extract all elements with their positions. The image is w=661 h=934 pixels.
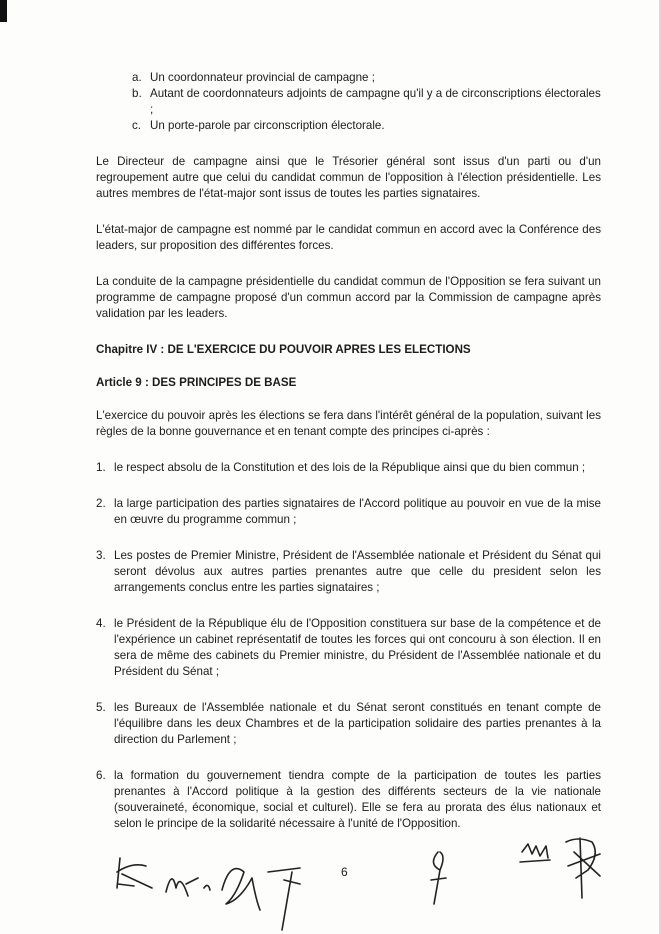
scan-mark [0, 0, 7, 22]
list-item-text: Les postes de Premier Ministre, Président de l'Assemblée nationale et Président du Sénat qui seront dévolus aux autres parties prenantes autre que celle du president selon les arrangements conclus entre les parties signataires ; [114, 549, 601, 594]
initials-mark [222, 869, 260, 910]
list-item: 2. la large participation des parties signataires de l'Accord politique au pouvoir en vue de la mise en œuvre du programme commun ; [96, 497, 601, 526]
list-item-text: les Bureaux de l'Assemblée nationale et du Sénat seront constitués en tenant compte de l'équilibre dans les deux Chambres et de la participation solidaire des parties prenantes à la direction du Parlement ; [114, 701, 601, 746]
list-item: 5. les Bureaux de l'Assemblée nationale et du Sénat seront constitués en tenant compte de l'équilibre dans les deux Chambres et de la participation solidaire des parties prenantes à la direction du Parlement ; [96, 701, 601, 746]
list-item-text: la formation du gouvernement tiendra compte de la participation de toutes les parties prenantes à l'Accord politique à la gestion des différents secteurs de la vie nationale (souveraineté, économique, social et culturel). Elle se fera au prorata des élus nationaux et selon le principe de la solidarité nécessaire à l'unité de l'Opposition. [114, 769, 601, 830]
page-number: 6 [341, 865, 348, 879]
list-item-text: Un coordonnateur provincial de campagne ; [150, 71, 375, 84]
list-item-text: la large participation des parties signataires de l'Accord politique au pouvoir en vue de la mise en œuvre du programme commun ; [114, 497, 601, 526]
paragraph: L'état-major de campagne est nommé par le candidat commun en accord avec la Conférence des leaders, sur proposition des différentes forces. [96, 223, 601, 252]
initials-mark [117, 858, 152, 888]
list-item-text: Autant de coordonnateurs adjoints de campagne qu'il y a de circonscriptions électorales ; [150, 87, 601, 116]
paragraph: La conduite de la campagne présidentielle du candidat commun de l'Opposition se fera suivant un programme de campagne proposé d'un commun accord par la Commission de campagne après validation par les leaders. [96, 275, 601, 320]
chapter-heading: Chapitre IV : DE L'EXERCICE DU POUVOIR APRES LES ELECTIONS [96, 343, 471, 356]
list-item-text: le respect absolu de la Constitution et des lois de la République ainsi que du bien commun ; [114, 461, 586, 474]
list-item: 1. le respect absolu de la Constitution et des lois de la République ainsi que du bien commun ; [96, 461, 586, 474]
list-item: c. Un porte-parole par circonscription électorale. [132, 119, 385, 132]
list-item: 6. la formation du gouvernement tiendra compte de la participation de toutes les parties prenantes à l'Accord politique à la gestion des différents secteurs de la vie nationale (souveraineté, économique, social et culturel). Elle se fera au prorata des élus nationaux et selon le principe de la solidarité nécessaire à l'unité de l'Opposition. [96, 769, 601, 830]
principles-list [96, 460, 601, 832]
campaign-staff-list [96, 70, 601, 134]
article-intro: L'exercice du pouvoir après les élections se fera dans l'intérêt général de la population, suivant les règles de la bonne gouvernance et en tenant compte des principes ci-après : [96, 409, 601, 438]
list-item-text: le Président de la République élu de l'Opposition constituera sur base de la compétence et de l'expérience un cabinet représentatif de toutes les forces qui ont concouru à son élection. Il en sera de même des cabinets du Premier ministre, du Président de l'Assemblée nationale et du Président du Sénat ; [114, 617, 601, 678]
list-item: 3. Les postes de Premier Ministre, Président de l'Assemblée nationale et Président du Sénat qui seront dévolus aux autres parties prenantes autre que celle du president selon les arrangements conclus entre les parties signataires ; [96, 549, 601, 594]
initials-mark [431, 852, 446, 904]
list-item-text: Un porte-parole par circonscription électorale. [150, 119, 385, 132]
list-item: 4. le Président de la République élu de l'Opposition constituera sur base de la compétence et de l'expérience un cabinet représentatif de toutes les forces qui ont concouru à son élection. Il en sera de même des cabinets du Premier ministre, du Président de l'Assemblée nationale et du Président du Sénat ; [96, 617, 601, 678]
list-item: b. Autant de coordonnateurs adjoints de campagne qu'il y a de circonscriptions électorales ; [132, 87, 601, 116]
paragraph: Le Directeur de campagne ainsi que le Trésorier général sont issus d'un parti ou d'un regroupement autre que celui du candidat commun de l'opposition à l'élection présidentielle. Les autres membres de l'état-major sont issus de toutes les parties signataires. [96, 155, 601, 200]
article-heading: Article 9 : DES PRINCIPES DE BASE [96, 376, 297, 389]
initials-mark [268, 868, 300, 930]
list-item: a. Un coordonnateur provincial de campagne ; [132, 71, 375, 84]
document-body [96, 70, 601, 852]
initials-mark [166, 878, 210, 896]
